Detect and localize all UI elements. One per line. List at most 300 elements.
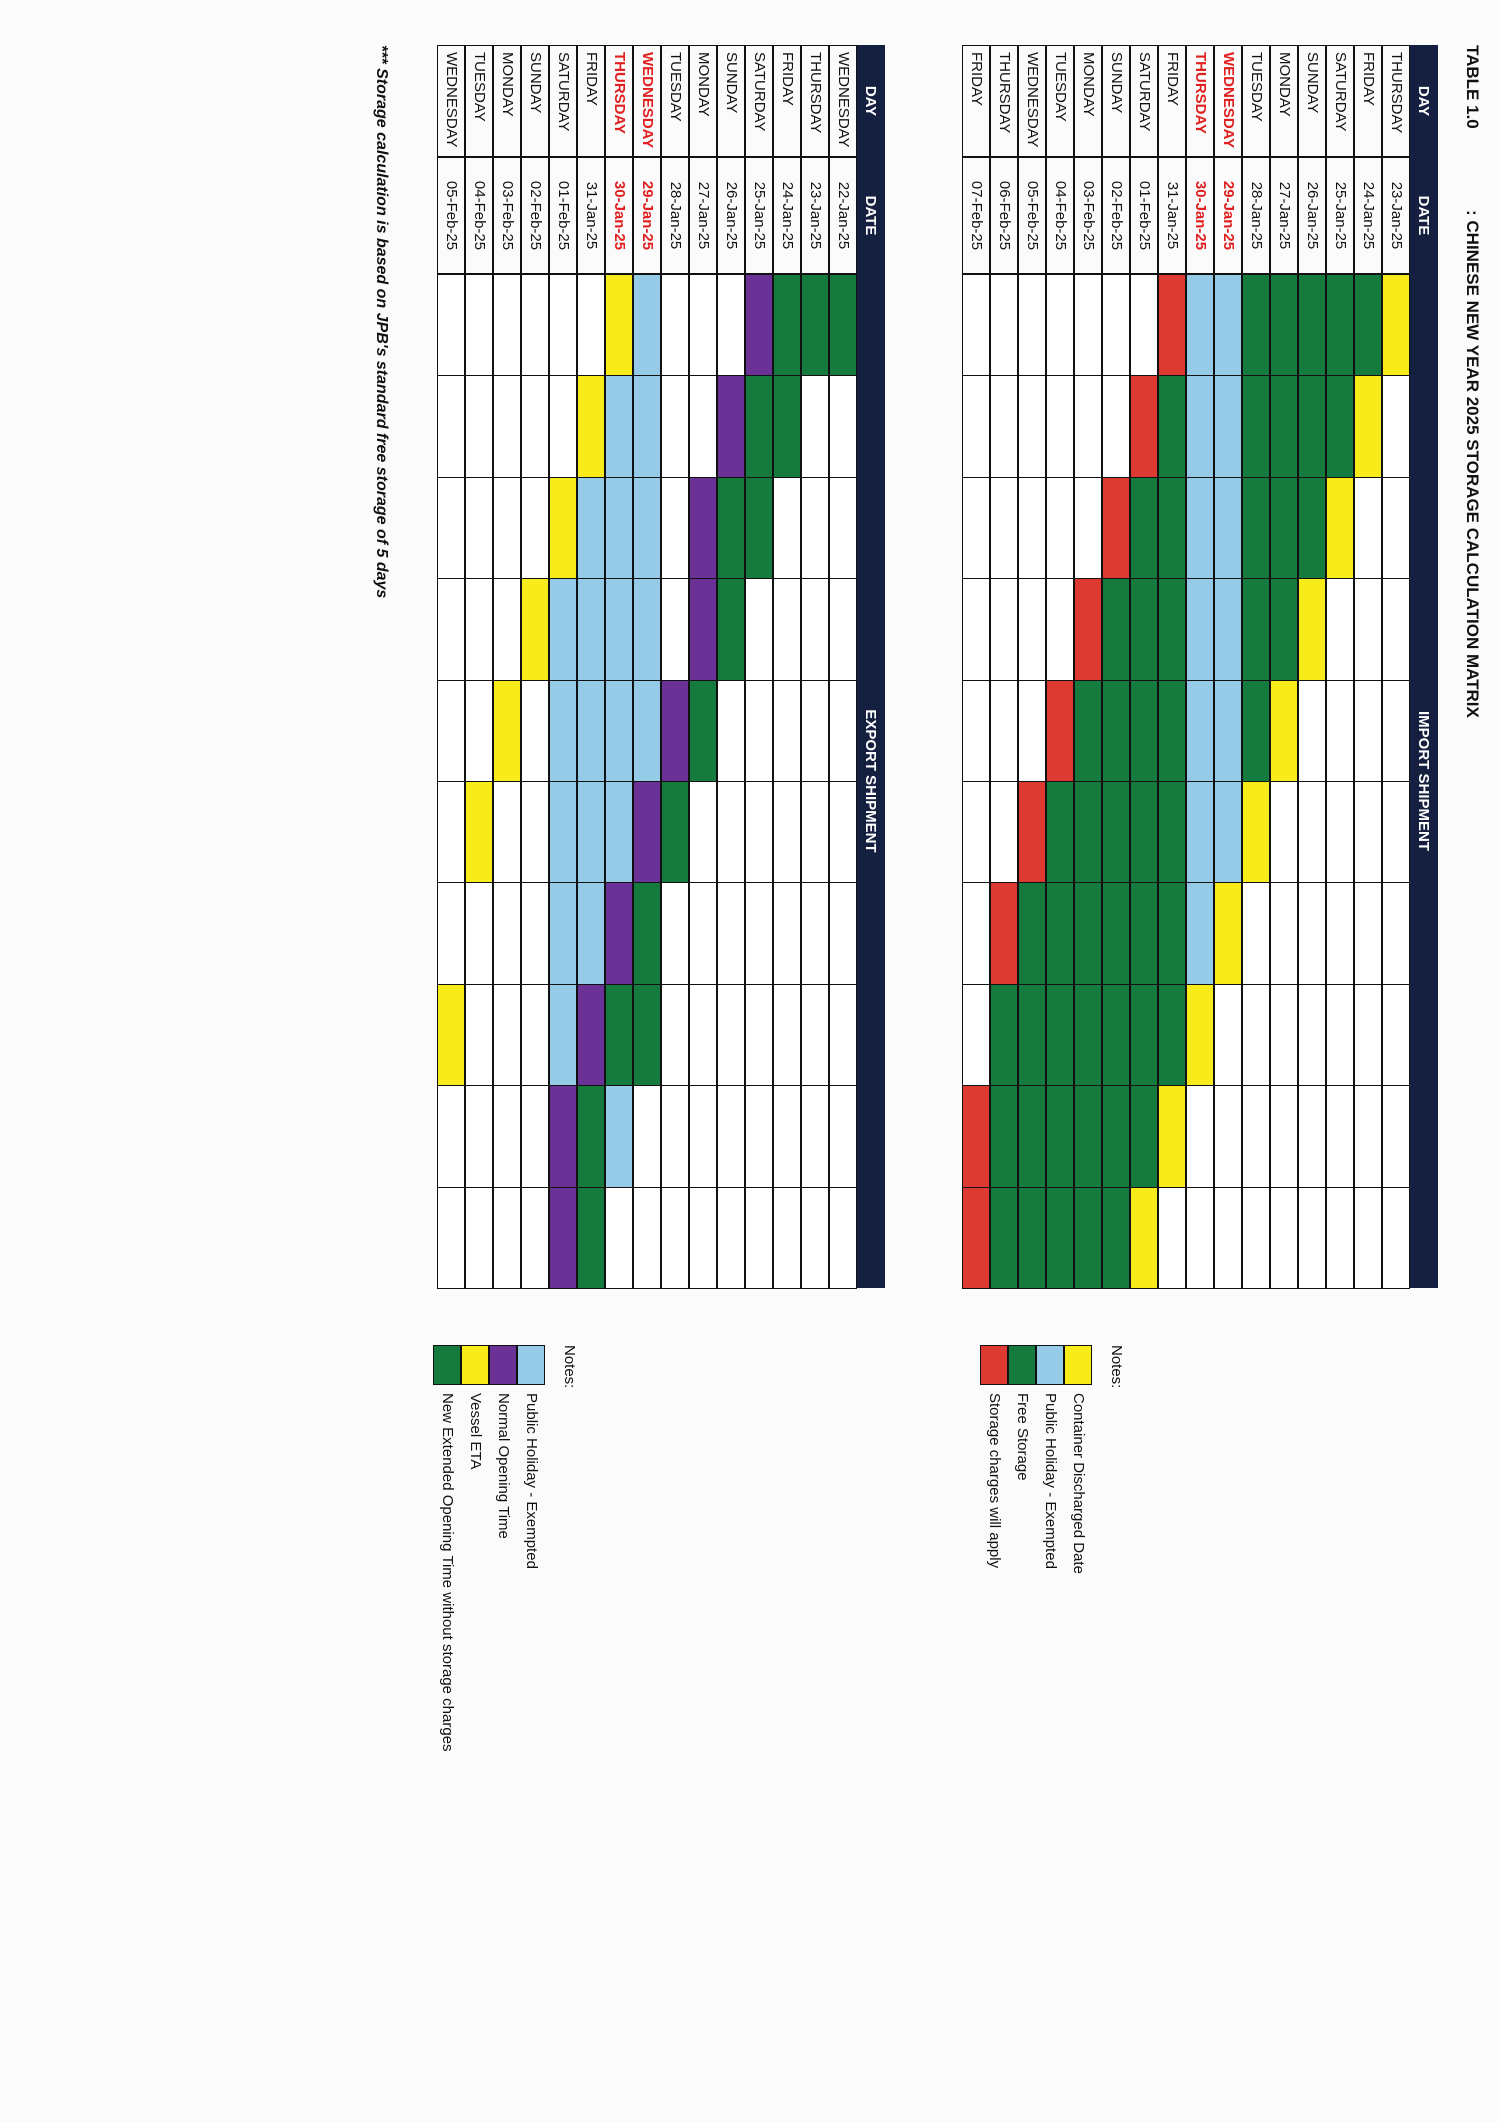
import-notes-label: Notes: [1108, 1345, 1125, 1389]
matrix-cell [577, 578, 605, 680]
matrix-cell [717, 680, 745, 782]
matrix-cell [801, 1187, 829, 1289]
matrix-cell [1186, 274, 1214, 376]
matrix-cell [689, 375, 717, 477]
matrix-cell [605, 477, 633, 579]
matrix-cell [1074, 781, 1102, 883]
matrix-cell [1046, 781, 1074, 883]
day-cell: THURSDAY [1186, 45, 1214, 157]
import-table [958, 45, 1438, 1288]
matrix-cell [962, 375, 990, 477]
matrix-cell [521, 477, 549, 579]
matrix-cell [493, 882, 521, 984]
matrix-cell [1298, 781, 1326, 883]
table-row [745, 45, 773, 1288]
matrix-cell [549, 578, 577, 680]
footer-note: *** Storage calculation is based on JPB's standard free storage of 5 days [373, 45, 390, 599]
day-cell: SUNDAY [1298, 45, 1326, 157]
matrix-cell [1186, 1187, 1214, 1289]
date-cell: 31-Jan-25 [1158, 157, 1186, 274]
matrix-cell [1186, 477, 1214, 579]
legend-swatch [1008, 1345, 1036, 1385]
matrix-cell [1018, 375, 1046, 477]
matrix-cell [962, 477, 990, 579]
matrix-cell [1382, 578, 1410, 680]
table-row [689, 45, 717, 1288]
matrix-cell [493, 1085, 521, 1187]
day-cell: WEDNESDAY [1214, 45, 1242, 157]
matrix-cell [773, 1187, 801, 1289]
matrix-cell [990, 1085, 1018, 1187]
matrix-cell [465, 477, 493, 579]
matrix-cell [577, 680, 605, 782]
matrix-cell [829, 375, 857, 477]
import-header-section: IMPORT SHIPMENT [1410, 274, 1438, 1288]
matrix-cell [661, 680, 689, 782]
date-cell: 01-Feb-25 [1130, 157, 1158, 274]
table-row [549, 45, 577, 1288]
day-cell: TUESDAY [1242, 45, 1270, 157]
matrix-cell [493, 274, 521, 376]
matrix-cell [1018, 477, 1046, 579]
matrix-cell [689, 984, 717, 1086]
matrix-cell [493, 680, 521, 782]
matrix-cell [1186, 578, 1214, 680]
table-row [962, 45, 990, 1288]
matrix-cell [962, 274, 990, 376]
day-cell: FRIDAY [962, 45, 990, 157]
matrix-cell [1102, 984, 1130, 1086]
matrix-cell [1242, 578, 1270, 680]
legend-item [489, 1345, 517, 2105]
matrix-cell [1270, 1187, 1298, 1289]
date-cell: 23-Jan-25 [1382, 157, 1410, 274]
matrix-cell [773, 274, 801, 376]
day-cell: THURSDAY [990, 45, 1018, 157]
matrix-cell [745, 984, 773, 1086]
matrix-cell [1326, 1187, 1354, 1289]
matrix-cell [1242, 375, 1270, 477]
matrix-cell [773, 578, 801, 680]
matrix-cell [1242, 882, 1270, 984]
table-row [1046, 45, 1074, 1288]
matrix-cell [437, 1085, 465, 1187]
day-cell: FRIDAY [1158, 45, 1186, 157]
matrix-cell [1326, 477, 1354, 579]
matrix-cell [773, 984, 801, 1086]
matrix-cell [465, 984, 493, 1086]
matrix-cell [801, 781, 829, 883]
matrix-cell [745, 882, 773, 984]
matrix-cell [1130, 477, 1158, 579]
legend-item [980, 1345, 1008, 2105]
matrix-cell [549, 984, 577, 1086]
matrix-cell [493, 1187, 521, 1289]
matrix-cell [962, 984, 990, 1086]
matrix-cell [801, 1085, 829, 1187]
matrix-cell [829, 274, 857, 376]
matrix-cell [577, 274, 605, 376]
matrix-cell [465, 1187, 493, 1289]
day-cell: SUNDAY [521, 45, 549, 157]
matrix-cell [437, 274, 465, 376]
matrix-cell [689, 1187, 717, 1289]
matrix-cell [605, 984, 633, 1086]
matrix-cell [1074, 1187, 1102, 1289]
matrix-cell [521, 882, 549, 984]
table-row [773, 45, 801, 1288]
legend-label: Public Holiday - Exempted [523, 1393, 540, 1569]
import-header-day: DAY [1410, 45, 1438, 157]
export-header-day: DAY [857, 45, 885, 157]
legend-swatch [433, 1345, 461, 1385]
matrix-cell [1158, 882, 1186, 984]
matrix-cell [1074, 984, 1102, 1086]
matrix-cell [829, 1187, 857, 1289]
matrix-cell [549, 477, 577, 579]
export-notes-label: Notes: [561, 1345, 578, 1389]
matrix-cell [1270, 984, 1298, 1086]
table-row [829, 45, 857, 1288]
matrix-cell [465, 882, 493, 984]
day-cell: FRIDAY [773, 45, 801, 157]
matrix-cell [801, 477, 829, 579]
matrix-cell [1242, 274, 1270, 376]
matrix-cell [990, 984, 1018, 1086]
matrix-cell [1326, 680, 1354, 782]
import-header-date: DATE [1410, 157, 1438, 274]
matrix-cell [465, 1085, 493, 1187]
day-cell: WEDNESDAY [1018, 45, 1046, 157]
day-cell: SATURDAY [549, 45, 577, 157]
matrix-cell [829, 578, 857, 680]
matrix-cell [661, 882, 689, 984]
day-cell: FRIDAY [577, 45, 605, 157]
matrix-cell [605, 1085, 633, 1187]
matrix-cell [990, 1187, 1018, 1289]
matrix-cell [605, 781, 633, 883]
matrix-cell [437, 1187, 465, 1289]
matrix-cell [577, 1085, 605, 1187]
matrix-cell [1214, 274, 1242, 376]
matrix-cell [521, 781, 549, 883]
matrix-cell [689, 578, 717, 680]
day-cell: THURSDAY [605, 45, 633, 157]
export-header-section: EXPORT SHIPMENT [857, 274, 885, 1288]
legend-swatch [980, 1345, 1008, 1385]
date-cell: 02-Feb-25 [1102, 157, 1130, 274]
matrix-cell [633, 781, 661, 883]
matrix-cell [773, 882, 801, 984]
matrix-cell [1046, 477, 1074, 579]
matrix-cell [633, 984, 661, 1086]
matrix-cell [1214, 882, 1242, 984]
matrix-cell [1074, 274, 1102, 376]
matrix-cell [1326, 375, 1354, 477]
matrix-cell [1270, 1085, 1298, 1187]
matrix-cell [1214, 375, 1242, 477]
day-cell: MONDAY [689, 45, 717, 157]
export-table [435, 45, 885, 1288]
date-cell: 29-Jan-25 [633, 157, 661, 274]
matrix-cell [745, 375, 773, 477]
matrix-cell [1102, 274, 1130, 376]
day-cell: TUESDAY [465, 45, 493, 157]
matrix-cell [1046, 1187, 1074, 1289]
matrix-cell [1046, 578, 1074, 680]
matrix-cell [1270, 375, 1298, 477]
matrix-cell [1242, 984, 1270, 1086]
matrix-cell [1186, 375, 1214, 477]
matrix-cell [1102, 578, 1130, 680]
legend-swatch [1064, 1345, 1092, 1385]
day-cell: SATURDAY [745, 45, 773, 157]
matrix-cell [1102, 882, 1130, 984]
matrix-cell [1242, 781, 1270, 883]
matrix-cell [1046, 375, 1074, 477]
matrix-cell [577, 375, 605, 477]
matrix-cell [1158, 274, 1186, 376]
matrix-cell [1158, 680, 1186, 782]
matrix-cell [633, 1085, 661, 1187]
matrix-cell [1186, 984, 1214, 1086]
matrix-cell [829, 984, 857, 1086]
matrix-cell [1270, 781, 1298, 883]
matrix-cell [1354, 1085, 1382, 1187]
matrix-cell [661, 578, 689, 680]
date-cell: 04-Feb-25 [1046, 157, 1074, 274]
matrix-cell [1326, 578, 1354, 680]
table-row [465, 45, 493, 1288]
legend-label: Public Holiday - Exempted [1042, 1393, 1059, 1569]
matrix-cell [689, 882, 717, 984]
matrix-cell [1382, 274, 1410, 376]
export-header-date: DATE [857, 157, 885, 274]
day-cell: WEDNESDAY [829, 45, 857, 157]
day-cell: SATURDAY [1130, 45, 1158, 157]
matrix-cell [1382, 984, 1410, 1086]
matrix-cell [773, 477, 801, 579]
table-row [633, 45, 661, 1288]
table-row [1326, 45, 1354, 1288]
day-cell: SUNDAY [1102, 45, 1130, 157]
matrix-cell [437, 375, 465, 477]
table-row [577, 45, 605, 1288]
date-cell: 03-Feb-25 [1074, 157, 1102, 274]
day-cell: MONDAY [1270, 45, 1298, 157]
matrix-cell [990, 578, 1018, 680]
matrix-cell [717, 578, 745, 680]
matrix-cell [1242, 1187, 1270, 1289]
date-cell: 24-Jan-25 [1354, 157, 1382, 274]
matrix-cell [605, 882, 633, 984]
matrix-cell [493, 375, 521, 477]
date-cell: 27-Jan-25 [1270, 157, 1298, 274]
matrix-cell [605, 375, 633, 477]
matrix-cell [661, 1085, 689, 1187]
date-cell: 05-Feb-25 [437, 157, 465, 274]
matrix-cell [1102, 680, 1130, 782]
matrix-cell [1046, 274, 1074, 376]
matrix-cell [1158, 1187, 1186, 1289]
matrix-cell [1326, 882, 1354, 984]
matrix-cell [801, 882, 829, 984]
matrix-cell [1354, 882, 1382, 984]
matrix-cell [962, 578, 990, 680]
matrix-cell [717, 1085, 745, 1187]
matrix-cell [717, 477, 745, 579]
date-cell: 04-Feb-25 [465, 157, 493, 274]
day-cell: TUESDAY [1046, 45, 1074, 157]
table-row [1214, 45, 1242, 1288]
date-cell: 22-Jan-25 [829, 157, 857, 274]
matrix-cell [549, 1187, 577, 1289]
matrix-cell [801, 578, 829, 680]
matrix-cell [829, 882, 857, 984]
date-cell: 26-Jan-25 [1298, 157, 1326, 274]
matrix-cell [990, 477, 1018, 579]
matrix-cell [745, 781, 773, 883]
legend-label: Free Storage [1014, 1393, 1031, 1481]
matrix-cell [521, 578, 549, 680]
matrix-cell [1130, 375, 1158, 477]
matrix-cell [661, 1187, 689, 1289]
matrix-cell [633, 274, 661, 376]
matrix-cell [829, 1085, 857, 1187]
table-row [1102, 45, 1130, 1288]
table-row [437, 45, 465, 1288]
matrix-cell [1130, 984, 1158, 1086]
matrix-cell [689, 477, 717, 579]
date-cell: 06-Feb-25 [990, 157, 1018, 274]
matrix-cell [465, 274, 493, 376]
matrix-cell [1018, 578, 1046, 680]
date-cell: 27-Jan-25 [689, 157, 717, 274]
import-header-row [1410, 45, 1438, 1288]
matrix-cell [661, 274, 689, 376]
matrix-cell [633, 1187, 661, 1289]
matrix-cell [1354, 578, 1382, 680]
matrix-cell [605, 1187, 633, 1289]
matrix-cell [745, 274, 773, 376]
date-cell: 26-Jan-25 [717, 157, 745, 274]
matrix-cell [1018, 1187, 1046, 1289]
date-cell: 02-Feb-25 [521, 157, 549, 274]
matrix-cell [773, 375, 801, 477]
matrix-cell [661, 477, 689, 579]
table-row [521, 45, 549, 1288]
matrix-cell [437, 477, 465, 579]
matrix-cell [1102, 477, 1130, 579]
matrix-cell [437, 578, 465, 680]
matrix-cell [1242, 477, 1270, 579]
matrix-cell [1018, 984, 1046, 1086]
legend-swatch [489, 1345, 517, 1385]
matrix-cell [493, 781, 521, 883]
matrix-cell [1186, 1085, 1214, 1187]
matrix-cell [437, 781, 465, 883]
legend-swatch [517, 1345, 545, 1385]
matrix-cell [633, 477, 661, 579]
day-cell: THURSDAY [1382, 45, 1410, 157]
date-cell: 24-Jan-25 [773, 157, 801, 274]
table-row [661, 45, 689, 1288]
matrix-cell [1298, 680, 1326, 782]
matrix-cell [1382, 781, 1410, 883]
date-cell: 30-Jan-25 [605, 157, 633, 274]
date-cell: 01-Feb-25 [549, 157, 577, 274]
matrix-cell [1298, 274, 1326, 376]
table-row [1074, 45, 1102, 1288]
matrix-cell [577, 984, 605, 1086]
matrix-cell [1354, 781, 1382, 883]
legend-item [1064, 1345, 1092, 2105]
matrix-cell [1298, 1187, 1326, 1289]
matrix-cell [437, 984, 465, 1086]
matrix-cell [1102, 375, 1130, 477]
matrix-cell [1186, 680, 1214, 782]
date-cell: 31-Jan-25 [577, 157, 605, 274]
legend-item [1008, 1345, 1036, 2105]
matrix-cell [773, 781, 801, 883]
matrix-cell [661, 781, 689, 883]
matrix-cell [745, 680, 773, 782]
matrix-cell [689, 680, 717, 782]
matrix-cell [1158, 781, 1186, 883]
date-cell: 28-Jan-25 [1242, 157, 1270, 274]
export-legend [430, 1345, 545, 2105]
matrix-cell [1046, 1085, 1074, 1187]
matrix-cell [1382, 477, 1410, 579]
matrix-cell [1298, 1085, 1326, 1187]
matrix-cell [1130, 274, 1158, 376]
date-cell: 25-Jan-25 [1326, 157, 1354, 274]
matrix-cell [549, 1085, 577, 1187]
matrix-cell [1298, 578, 1326, 680]
matrix-cell [717, 882, 745, 984]
day-cell: SATURDAY [1326, 45, 1354, 157]
table-row [1242, 45, 1270, 1288]
day-cell: SUNDAY [717, 45, 745, 157]
matrix-cell [1102, 1187, 1130, 1289]
matrix-cell [549, 781, 577, 883]
matrix-cell [1018, 882, 1046, 984]
matrix-cell [689, 274, 717, 376]
date-cell: 05-Feb-25 [1018, 157, 1046, 274]
matrix-cell [1102, 1085, 1130, 1187]
matrix-cell [1158, 578, 1186, 680]
legend-label: Vessel ETA [467, 1393, 484, 1470]
matrix-cell [1074, 578, 1102, 680]
matrix-cell [577, 781, 605, 883]
matrix-cell [605, 578, 633, 680]
matrix-cell [633, 375, 661, 477]
matrix-cell [1130, 680, 1158, 782]
matrix-cell [1130, 1187, 1158, 1289]
matrix-cell [1382, 882, 1410, 984]
matrix-cell [1270, 680, 1298, 782]
matrix-cell [1326, 274, 1354, 376]
matrix-cell [1018, 274, 1046, 376]
export-header-row [857, 45, 885, 1288]
matrix-cell [1130, 578, 1158, 680]
table-row [1018, 45, 1046, 1288]
day-cell: MONDAY [493, 45, 521, 157]
matrix-cell [577, 882, 605, 984]
matrix-cell [801, 680, 829, 782]
matrix-cell [493, 984, 521, 1086]
matrix-cell [1158, 477, 1186, 579]
